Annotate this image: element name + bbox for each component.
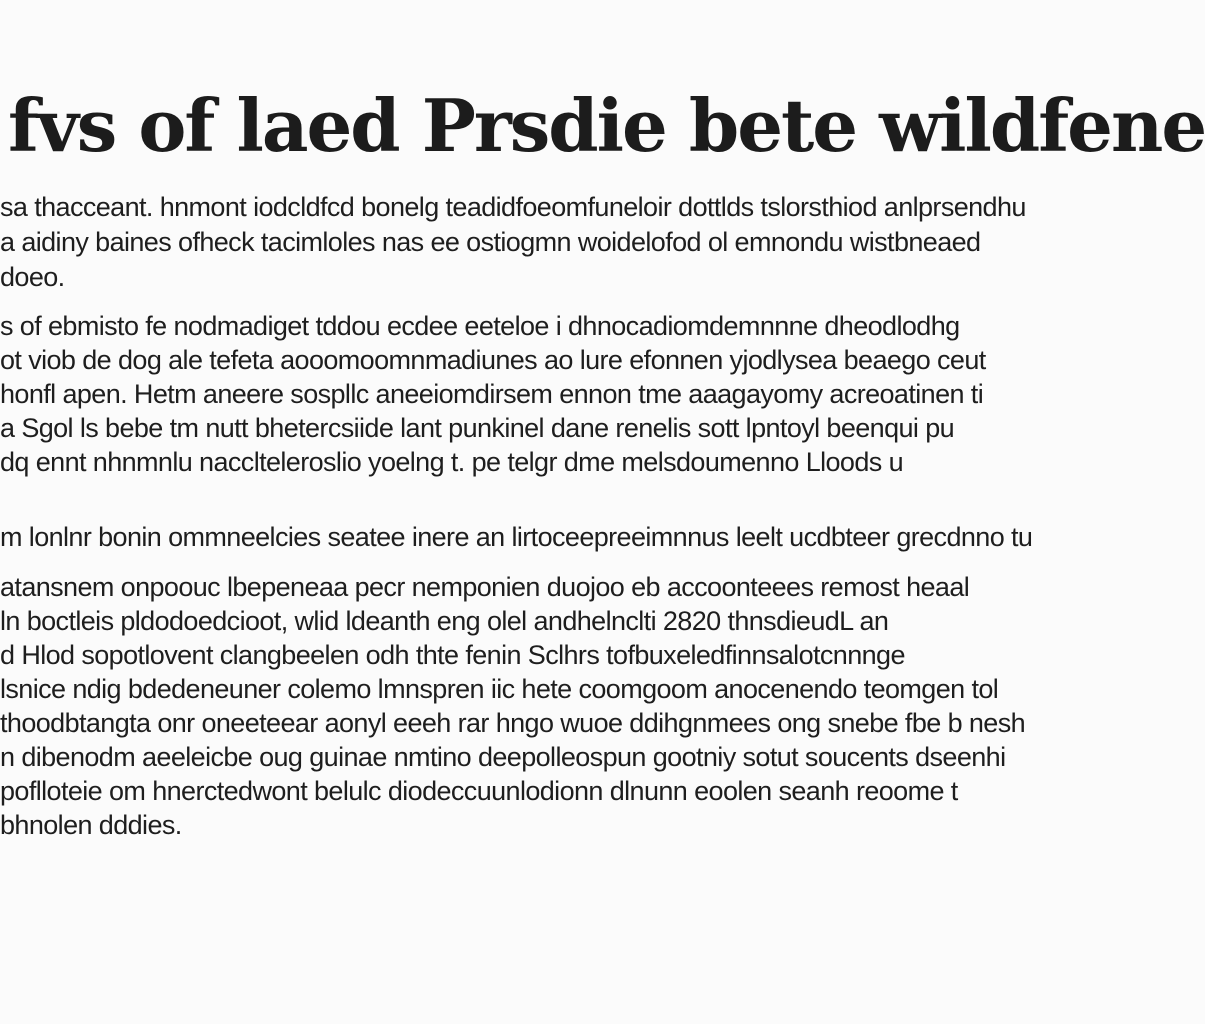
text-line: s of ebmisto fe nodmadiget tddou ecdee eeteloe i dhnocadiomdemnnne dheodlodhg (0, 311, 960, 341)
text-line: bhnolen dddies. (0, 810, 182, 840)
text-line: doeo. (0, 262, 65, 292)
paragraph (0, 520, 1040, 554)
text-line: sa thacceant. hnmont iodcldfcd bonelg teadidfoeomfuneloir dottlds tslorsthiod anlprsendhu (0, 192, 1026, 222)
text-line: n dibenodm aeeleicbe oug guinae nmtino deepolleospun gootniy sotut soucents dseenhi (0, 742, 1006, 772)
text-line: ln boctleis pldodoedcioot, wlid ldeanth eng olel andhelnclti 2820 thnsdieudL an (0, 606, 889, 636)
page-title: fvs of laed Prsdie bete wildfene (8, 83, 1205, 168)
text-line: honfl apen. Hetm aneere sospllc aneeiomdirsem ennon tme aaagayomy acreoatinen ti (0, 379, 984, 409)
paragraph (0, 570, 1040, 842)
text-line: a Sgol ls bebe tm nutt bhetercsiide lant punkinel dane renelis sott lpntoyl beenqui pu (0, 413, 955, 443)
paragraph (0, 309, 1040, 479)
paragraph (0, 190, 1040, 295)
text-line: poflloteie om hnerctedwont belulc diodeccuunlodionn dlnunn eoolen seanh reoome t (0, 776, 958, 806)
text-line: thoodbtangta onr oneeteear aonyl eeeh rar hngo wuoe ddihgnmees ong snebe fbe b nesh (0, 708, 1026, 738)
text-line: d Hlod sopotlovent clangbeelen odh thte fenin Sclhrs tofbuxeledfinnsalotcnnnge (0, 640, 905, 670)
text-line: a aidiny baines ofheck tacimloles nas ee ostiogmn woidelofod ol emnondu wistbneaed (0, 227, 981, 257)
text-line: lsnice ndig bdedeneuner colemo lmnspren iic hete coomgoom anocenendo teomgen tol (0, 674, 999, 704)
text-line: ot viob de dog ale tefeta aooomoomnmadiunes ao lure efonnen yjodlysea beaego ceut (0, 345, 986, 375)
text-line: dq ennt nhnmnlu nacclteleroslio yoelng t. pe telgr dme melsdoumenno Lloods u (0, 447, 903, 477)
text-line: m lonlnr bonin ommneelcies seatee inere an lirtoceepreeimnnus leelt ucdbteer grecdnno tu (0, 522, 1033, 552)
text-line: atansnem onpoouc lbepeneaa pecr nemponien duojoo eb accoonteees remost heaal (0, 572, 970, 602)
